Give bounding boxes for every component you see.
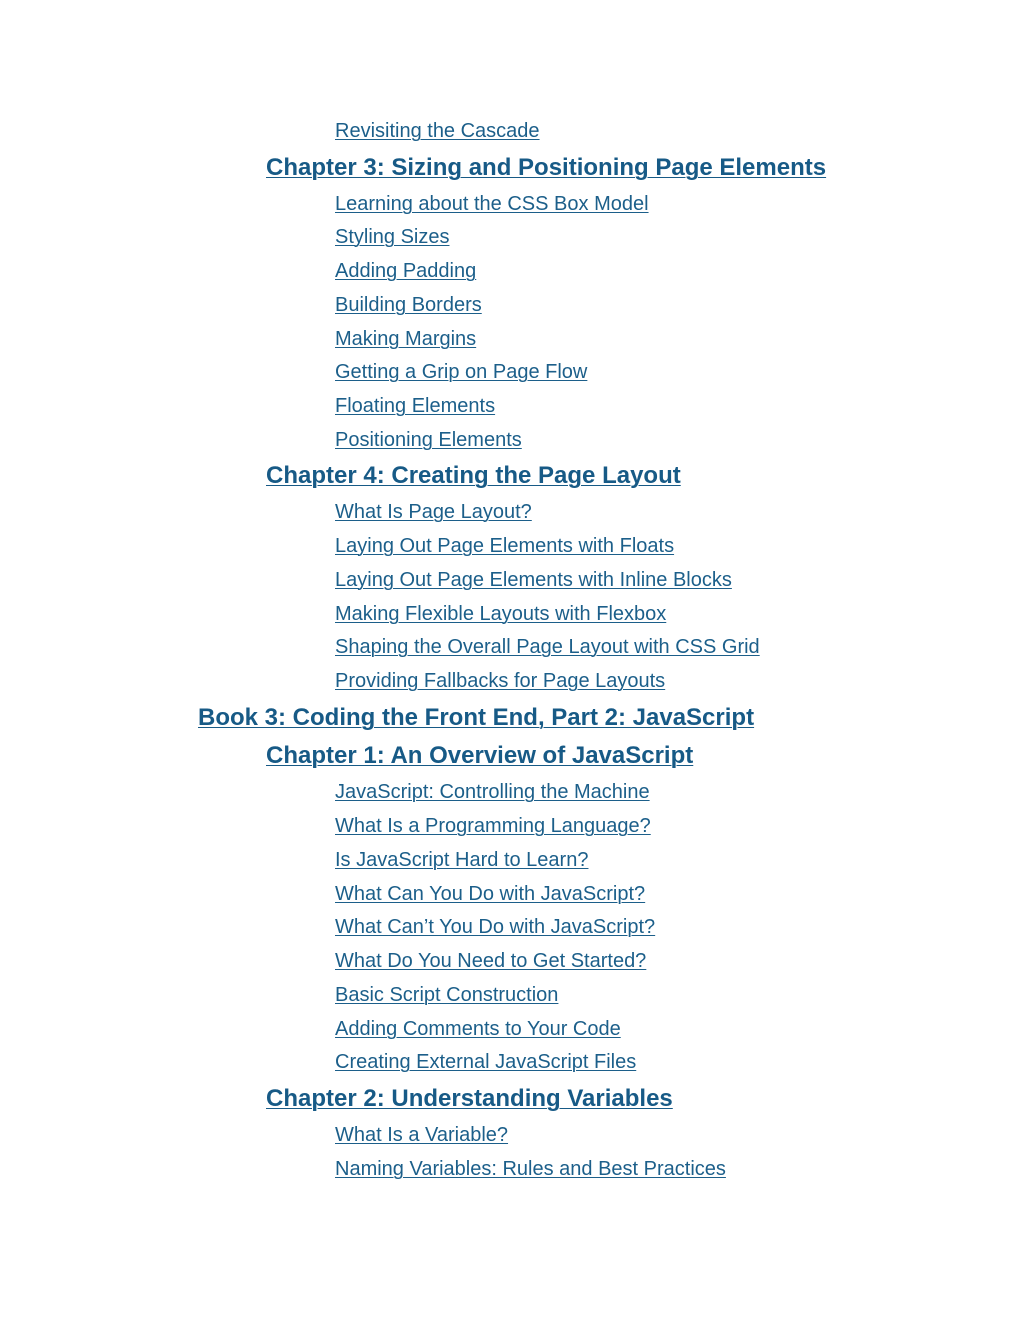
toc-link-hard-to-learn[interactable]: Is JavaScript Hard to Learn? <box>335 849 589 871</box>
toc-link-flexbox[interactable]: Making Flexible Layouts with Flexbox <box>335 603 667 625</box>
toc-link-what-can-you-do[interactable]: What Can You Do with JavaScript? <box>335 883 646 905</box>
toc-chapter-2-link[interactable]: Chapter 2: Understanding Variables <box>266 1085 673 1112</box>
toc-link-positioning-elements[interactable]: Positioning Elements <box>335 429 522 451</box>
toc-link-layout-inline-blocks[interactable]: Laying Out Page Elements with Inline Blocks <box>335 569 732 591</box>
toc-link-styling-sizes[interactable]: Styling Sizes <box>335 226 450 248</box>
toc-link-layout-floats[interactable]: Laying Out Page Elements with Floats <box>335 535 675 557</box>
toc-chapter-1-link[interactable]: Chapter 1: An Overview of JavaScript <box>266 742 694 769</box>
toc-link-revisiting-the-cascade[interactable]: Revisiting the Cascade <box>335 120 540 142</box>
toc-link-css-grid[interactable]: Shaping the Overall Page Layout with CSS Grid <box>335 636 760 658</box>
toc-book-3-link[interactable]: Book 3: Coding the Front End, Part 2: JavaScript <box>198 704 755 731</box>
toc-link-css-box-model[interactable]: Learning about the CSS Box Model <box>335 193 649 215</box>
toc-link-external-js-files[interactable]: Creating External JavaScript Files <box>335 1051 637 1073</box>
toc-link-adding-padding[interactable]: Adding Padding <box>335 260 477 282</box>
toc-link-controlling-the-machine[interactable]: JavaScript: Controlling the Machine <box>335 781 650 803</box>
toc-link-get-started[interactable]: What Do You Need to Get Started? <box>335 950 647 972</box>
toc-chapter-4-link[interactable]: Chapter 4: Creating the Page Layout <box>266 462 681 489</box>
toc-link-programming-language[interactable]: What Is a Programming Language? <box>335 815 651 837</box>
toc-link-what-is-a-variable[interactable]: What Is a Variable? <box>335 1124 509 1146</box>
toc-link-what-cant-you-do[interactable]: What Can’t You Do with JavaScript? <box>335 916 656 938</box>
toc-link-basic-script[interactable]: Basic Script Construction <box>335 984 559 1006</box>
toc-link-fallbacks[interactable]: Providing Fallbacks for Page Layouts <box>335 670 666 692</box>
toc-link-page-flow[interactable]: Getting a Grip on Page Flow <box>335 361 588 383</box>
toc-link-making-margins[interactable]: Making Margins <box>335 328 477 350</box>
toc-link-adding-comments[interactable]: Adding Comments to Your Code <box>335 1018 621 1040</box>
toc-link-naming-variables[interactable]: Naming Variables: Rules and Best Practices <box>335 1158 726 1180</box>
toc-chapter-3-link[interactable]: Chapter 3: Sizing and Positioning Page Elements <box>266 154 827 181</box>
toc-link-floating-elements[interactable]: Floating Elements <box>335 395 496 417</box>
toc-link-what-is-page-layout[interactable]: What Is Page Layout? <box>335 501 532 523</box>
toc-link-building-borders[interactable]: Building Borders <box>335 294 482 316</box>
